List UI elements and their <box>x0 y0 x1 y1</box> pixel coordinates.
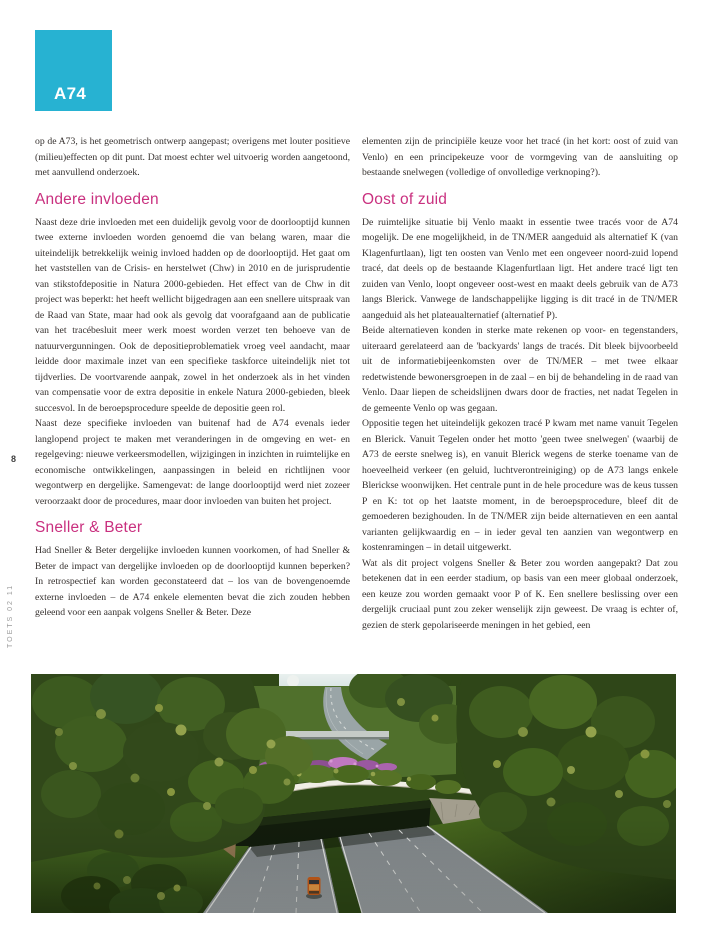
photo-vignette <box>31 674 676 913</box>
right-text-column <box>362 134 678 633</box>
section-heading-andere-invloeden: Andere invloeden <box>35 190 159 208</box>
body-paragraph: Beide alternatieven konden in sterke mate rekenen op voor- en tegenstanders, uiteraard gerelateerd aan de 'backyards' langs de tracés. Dit bleek bijvoorbeeld uit de informatiebijeenkomsten over de TN/MER – met twee elkaar redetwistende bewonersgroepen in de zaal – en bij de behandeling in de raad van Venlo. Daar liepen de scheidslijnen dwars door de fracties, net nadat Tegelen in de gemeente Venlo op was gegaan. <box>362 325 678 414</box>
route-badge-label: A74 <box>54 84 87 103</box>
body-paragraph: De ruimtelijke situatie bij Venlo maakt in essentie twee tracés voor de A74 mogelijk. De ene mogelijkheid, in de TN/MER aangeduid als alternatief K (van Klagenfurtlaan), ligt ten oosten van Venlo met een ongeveer noord-zuid lopend tracé, dat deels op de bestaande Klagenfurtlaan ligt. Het andere tracé ligt ten zuiden van Venlo, loopt ongeveer oost-west en maakt deels gebruik van de A73 langs Blerick. Vanwege de landschappelijke ligging is dit tracé in de TN/MER aangeduid als het plateaualternatief (alternatief P). <box>362 216 678 321</box>
body-paragraph: Wat als dit project volgens Sneller & Beter zou worden aangepakt? Dat zou betekenen dat in een eerder stadium, op basis van een meer globaal onderzoek, een keuze zou worden gemaakt voor P of K. Een snellere beslissing over een dergelijk cruciaal punt zou zeker wenselijk zijn geweest. De vraag is echter of, gezien de sterk gepolariseerde meningen in het gebied, een <box>362 557 678 631</box>
page-number: 8 <box>11 454 17 464</box>
body-paragraph: Had Sneller & Beter dergelijke invloeden kunnen voorkomen, of had Sneller & Beter de impact van dergelijke invloeden op de doorlooptijd kunnen beperken? In retrospectief kan worden geconstateerd dat – los van de bovengenoemde externe invloeden – de A74 enkele elementen bevat die zich zouden hebben geleend voor een aanpak volgens Sneller & Beter. Deze <box>35 545 350 618</box>
section-heading-sneller-beter: Sneller & Beter <box>35 519 143 536</box>
left-text-column <box>35 134 350 621</box>
intro-paragraph: op de A73, is het geometrisch ontwerp aangepast; overigens met louter positieve (milieu)effecten op dit punt. Dat moest echter wel uitvoerig worden aangetoond, met aanvullend onderzoek. <box>35 136 350 178</box>
section-heading-oost-of-zuid: Oost of zuid <box>362 190 448 208</box>
body-paragraph: Oppositie tegen het uiteindelijk gekozen tracé P kwam met name vanuit Tegelen en Blerick. Vanuit Tegelen onder het motto 'geen twee snelwegen' (waarbij de A73 de eerste snelweg is), en vanuit Blerick wegens de sterke toename van de hoeveelheid verkeer (en geluid, luchtverontreiniging) op de A73 langs enkele Blerickse woonwijken. Het centrale punt in de hele procedure was de keus tussen P en K: tot op het laatste moment, in de beroepsprocedure, bleef dit de gemoederen bezighouden. In de TN/MER zijn beide alternatieven en een aantal varianten gelijkwaardig en – in ieder geval ten aanzien van wegontwerp en kostenramingen – in detail uitgewerkt. <box>362 418 678 553</box>
photo-illustration <box>31 674 676 913</box>
artist-impression-photo <box>31 674 676 913</box>
magazine-issue-vertical-label: TOETS 02 11 <box>7 583 14 648</box>
body-paragraph: Naast deze drie invloeden met een duidelijk gevolg voor de doorlooptijd kunnen twee externe invloeden worden genoemd die van belang waren, maar die uiteindelijk betrekkelijk weinig invloed hadden op de doorlooptijd. Het gaat om het vaststellen van de Crisis- en herstelwet (Chw) in 2010 en de jurisprudentie van stikstofdepositie in Natura 2000-gebieden. Het effect van de Chw in dit project was beperkt: het heeft wellicht bijgedragen aan een snellere uitspraak van de Raad van State, maar had ook als gevolg dat voorafgaand aan de publicatie van het tracébesluit meer werk moest worden verzet ten behoeve van de natuurvergunningen. Ook de depositieproblematiek vroeg veel aandacht, maar leidde door maximale inzet van een specifieke taskforce uiteindelijk niet tot tijdverlies. De voortvarende aanpak, zowel in het onderzoek als in het vinden van compensatie voor de extra depositie in enkele Natura 2000-gebieden, bleek succesvol. In de beroepsprocedure speelde de depositie geen rol. <box>35 216 350 414</box>
intro-paragraph: elementen zijn de principiële keuze voor het tracé (in het kort: oost of zuid van Venlo) en een principekeuze voor de vormgeving van de aansluiting op bestaande snelwegen (volledige of onvolledige verknoping?). <box>362 136 678 178</box>
route-badge <box>35 30 112 111</box>
body-paragraph: Naast deze specifieke invloeden van buitenaf had de A74 evenals ieder langlopend project te maken met veranderingen in de omgeving en wet- en regelgeving: nieuwe verkeersmodellen, wijzigingen in inzichten in ruimtelijke en economische ontwikkelingen, aanpassingen in beleid en richtlijnen voor wegontwerp en dergelijke. Samengevat: de lange doorlooptijd werd niet zozeer veroorzaakt door de procedures, maar door invloeden van buiten het project. <box>35 418 351 507</box>
